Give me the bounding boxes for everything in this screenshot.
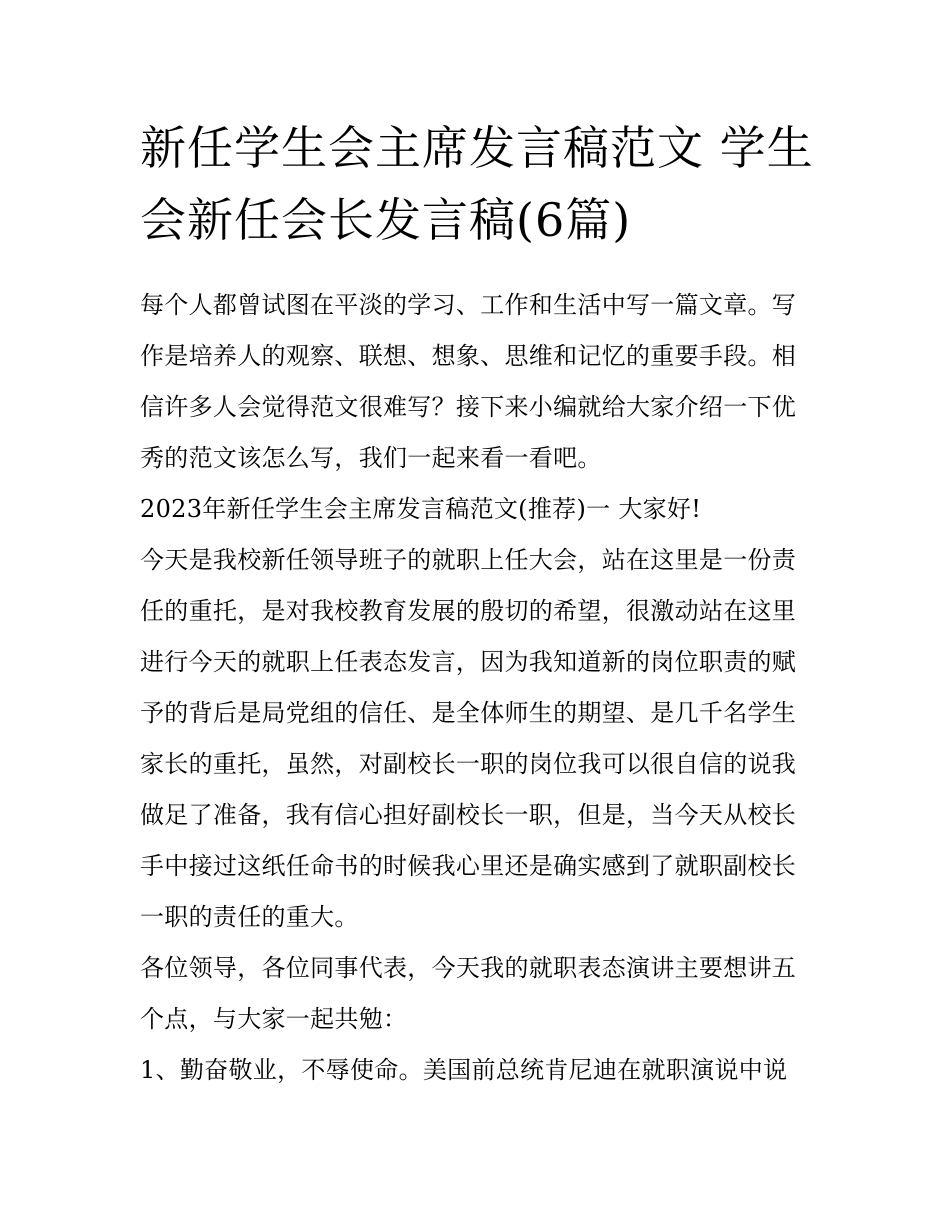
paragraph-body-1: 今天是我校新任领导班子的就职上任大会，站在这里是一份责任的重托，是对我校教育发展的殷切的希望，很激动站在这里进行今天的就职上任表态发言，因为我知道新的岗位职责的赋予的背后是局党组的信任、是全体师生的期望、是几千名学生家长的重托，虽然，对副校长一职的岗位我可以很自信的说我做足了准备，我有信心担好副校长一职，但是，当今天从校长手中接过这纸任命书的时候我心里还是确实感到了就职副校长一职的责任的重大。 <box>140 546 797 931</box>
document-page <box>140 112 820 1096</box>
document-title: 新任学生会主席发言稿范文 学生会新任会长发言稿(6篇) <box>140 121 814 247</box>
paragraph-point-1: 1、勤奋敬业，不辱使命。美国前总统肯尼迪在就职演说中说 <box>140 1056 788 1084</box>
paragraph-heading-speech-1: 2023年新任学生会主席发言稿范文(推荐)一 大家好! <box>140 495 702 523</box>
paragraph-intro: 每个人都曾试图在平淡的学习、工作和生活中写一篇文章。写作是培养人的观察、联想、想象、思维和记忆的重要手段。相信许多人会觉得范文很难写？接下来小编就给大家介绍一下优秀的范文该怎么写，我们一起来看一看吧。 <box>140 291 797 472</box>
paragraph-body-2: 各位领导，各位同事代表，今天我的就职表态演讲主要想讲五个点，与大家一起共勉： <box>140 954 797 1033</box>
